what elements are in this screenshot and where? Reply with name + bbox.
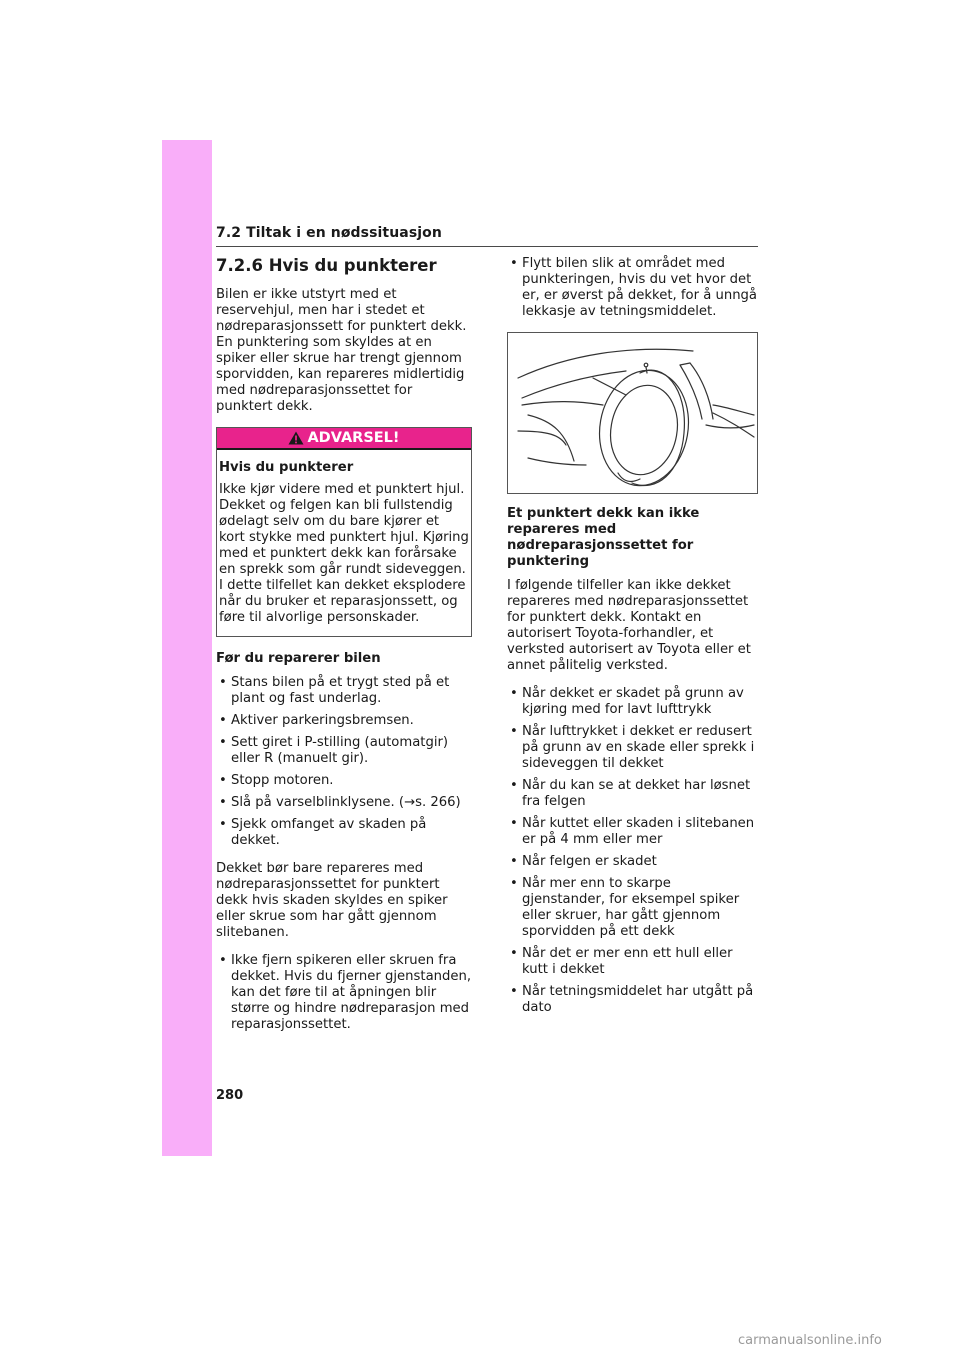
- list-item-text: Ikke fjern spikeren eller skruen fra dekket. Hvis du fjerner gjenstanden, kan det føre til at åpningen blir større og hindre nødreparasjon med reparasjonssettet.: [231, 953, 472, 1032]
- list-item: • Stopp motoren.: [219, 773, 334, 788]
- position-note-list: [507, 256, 757, 320]
- page-number: 280: [216, 1088, 244, 1103]
- tire-illustration: [507, 332, 758, 494]
- nail-note-list: [216, 953, 472, 1033]
- list-item: • Ikke fjern spikeren eller skruen fra dekket. Hvis du fjerner gjenstanden, kan det føre til at åpningen blir større og hindre nødreparasjon med reparasjonssettet.: [219, 953, 472, 1032]
- list-item-text: Stans bilen på et trygt sted på et plant og fast underlag.: [231, 675, 450, 706]
- list-item: • Når det er mer enn ett hull eller kutt i dekket: [510, 946, 733, 977]
- list-item: • Sjekk omfanget av skaden på dekket.: [219, 817, 427, 848]
- list-item: • Stans bilen på et trygt sted på et plant og fast underlag.: [219, 675, 450, 706]
- intro-paragraph: Bilen er ikke utstyrt med et reservehjul, men har i stedet et nødreparasjonssett for punktert dekk. En punktering som skyldes at en spiker eller skrue har trengt gjennom sporvidden, kan repareres midlertidig med nødreparasjonssettet for punktert dekk.: [216, 287, 467, 414]
- list-item-text: Når du kan se at dekket har løsnet fra felgen: [522, 778, 751, 809]
- list-item-text: Når lufttrykket i dekket er redusert på grunn av en skade eller sprekk i sideveggen til dekket: [522, 724, 755, 771]
- warning-text: Ikke kjør videre med et punktert hjul. Dekket og felgen kan bli fullstendig ødelagt selv om du bare kjører et kort stykke med punktert hjul. Kjøring med et punktert dekk kan forårsake en sprekk som går rundt sideveggen. I dette tilfellet kan dekket eksplodere når du bruker et reparasjonssett, og føre til alvorlige personskader.: [219, 482, 469, 625]
- cannot-repair-list: [507, 686, 757, 1016]
- list-item-text: Når det er mer enn ett hull eller kutt i dekket: [522, 946, 733, 977]
- list-item: • Når dekket er skadet på grunn av kjøring med for lavt lufttrykk: [510, 686, 744, 717]
- list-item-text: Når kuttet eller skaden i slitebanen er på 4 mm eller mer: [522, 816, 755, 847]
- list-item-text: Når mer enn to skarpe gjenstander, for eksempel spiker eller skruer, har gått gjennom sporvidden på ett dekk: [522, 876, 740, 939]
- right-column: [507, 256, 757, 1028]
- watermark: carmanualsonline.info: [738, 1333, 882, 1348]
- left-column: [216, 256, 472, 1045]
- section-header: 7.2 Tiltak i en nødssituasjon: [216, 225, 442, 241]
- warning-box: [216, 427, 472, 637]
- cannot-repair-intro: I følgende tilfeller kan ikke dekket repareres med nødreparasjonssettet for punktert dekk. Kontakt en autorisert Toyota-forhandler, et verksted autorisert av Toyota eller et annet pålitelig verksted.: [507, 578, 751, 673]
- list-item-text: Sett giret i P-stilling (automatgir) eller R (manuelt gir).: [231, 735, 449, 766]
- list-item: • Aktiver parkeringsbremsen.: [219, 713, 414, 728]
- list-item: • Slå på varselblinklysene. (→s. 266): [219, 795, 461, 810]
- list-item: • Når mer enn to skarpe gjenstander, for eksempel spiker eller skruer, har gått gjennom sporvidden på ett dekk: [510, 876, 740, 939]
- list-item-text: Flytt bilen slik at området med punkteringen, hvis du vet hvor det er, er øverst på dekket, for å unngå lekkasje av tetningsmiddelet.: [522, 256, 758, 319]
- list-item: • Når tetningsmiddelet har utgått på dato: [510, 984, 754, 1015]
- list-item: • Sett giret i P-stilling (automatgir) eller R (manuelt gir).: [219, 735, 449, 766]
- list-item: • Når kuttet eller skaden i slitebanen er på 4 mm eller mer: [510, 816, 755, 847]
- before-repair-heading: Før du reparerer bilen: [216, 651, 381, 666]
- warning-label: ADVARSEL!: [307, 430, 400, 446]
- warning-heading: Hvis du punkterer: [219, 460, 354, 475]
- list-item-text: Aktiver parkeringsbremsen.: [231, 713, 414, 728]
- side-color-band: [162, 140, 212, 1156]
- list-item: • Når felgen er skadet: [510, 854, 657, 869]
- page-title: 7.2.6 Hvis du punkterer: [216, 256, 437, 275]
- list-item-text: Når tetningsmiddelet har utgått på dato: [522, 984, 754, 1015]
- warning-header: [217, 428, 471, 450]
- header-divider: [216, 246, 758, 247]
- list-item-text: Sjekk omfanget av skaden på dekket.: [231, 817, 427, 848]
- punctured-tire-drawing: [508, 333, 757, 493]
- list-item: • Når lufttrykket i dekket er redusert på grunn av en skade eller sprekk i sideveggen til dekket: [510, 724, 755, 771]
- repair-condition-paragraph: Dekket bør bare repareres med nødreparasjonssettet for punktert dekk hvis skaden skyldes en spiker eller skrue som har gått gjennom slitebanen.: [216, 861, 448, 940]
- list-item-text: Slå på varselblinklysene. (→s. 266): [231, 795, 461, 810]
- list-item: • Flytt bilen slik at området med punkteringen, hvis du vet hvor det er, er øverst på dekket, for å unngå lekkasje av tetningsmiddelet.: [510, 256, 758, 319]
- warning-triangle-icon: [288, 431, 304, 445]
- warning-body: [217, 450, 471, 636]
- before-repair-list: [216, 675, 472, 849]
- list-item: • Når du kan se at dekket har løsnet fra felgen: [510, 778, 751, 809]
- list-item-text: Stopp motoren.: [231, 773, 334, 788]
- cannot-repair-heading: Et punktert dekk kan ikke repareres med nødreparasjonssettet for punktering: [507, 506, 700, 569]
- list-item-text: Når felgen er skadet: [522, 854, 657, 869]
- list-item-text: Når dekket er skadet på grunn av kjøring med for lavt lufttrykk: [522, 686, 744, 717]
